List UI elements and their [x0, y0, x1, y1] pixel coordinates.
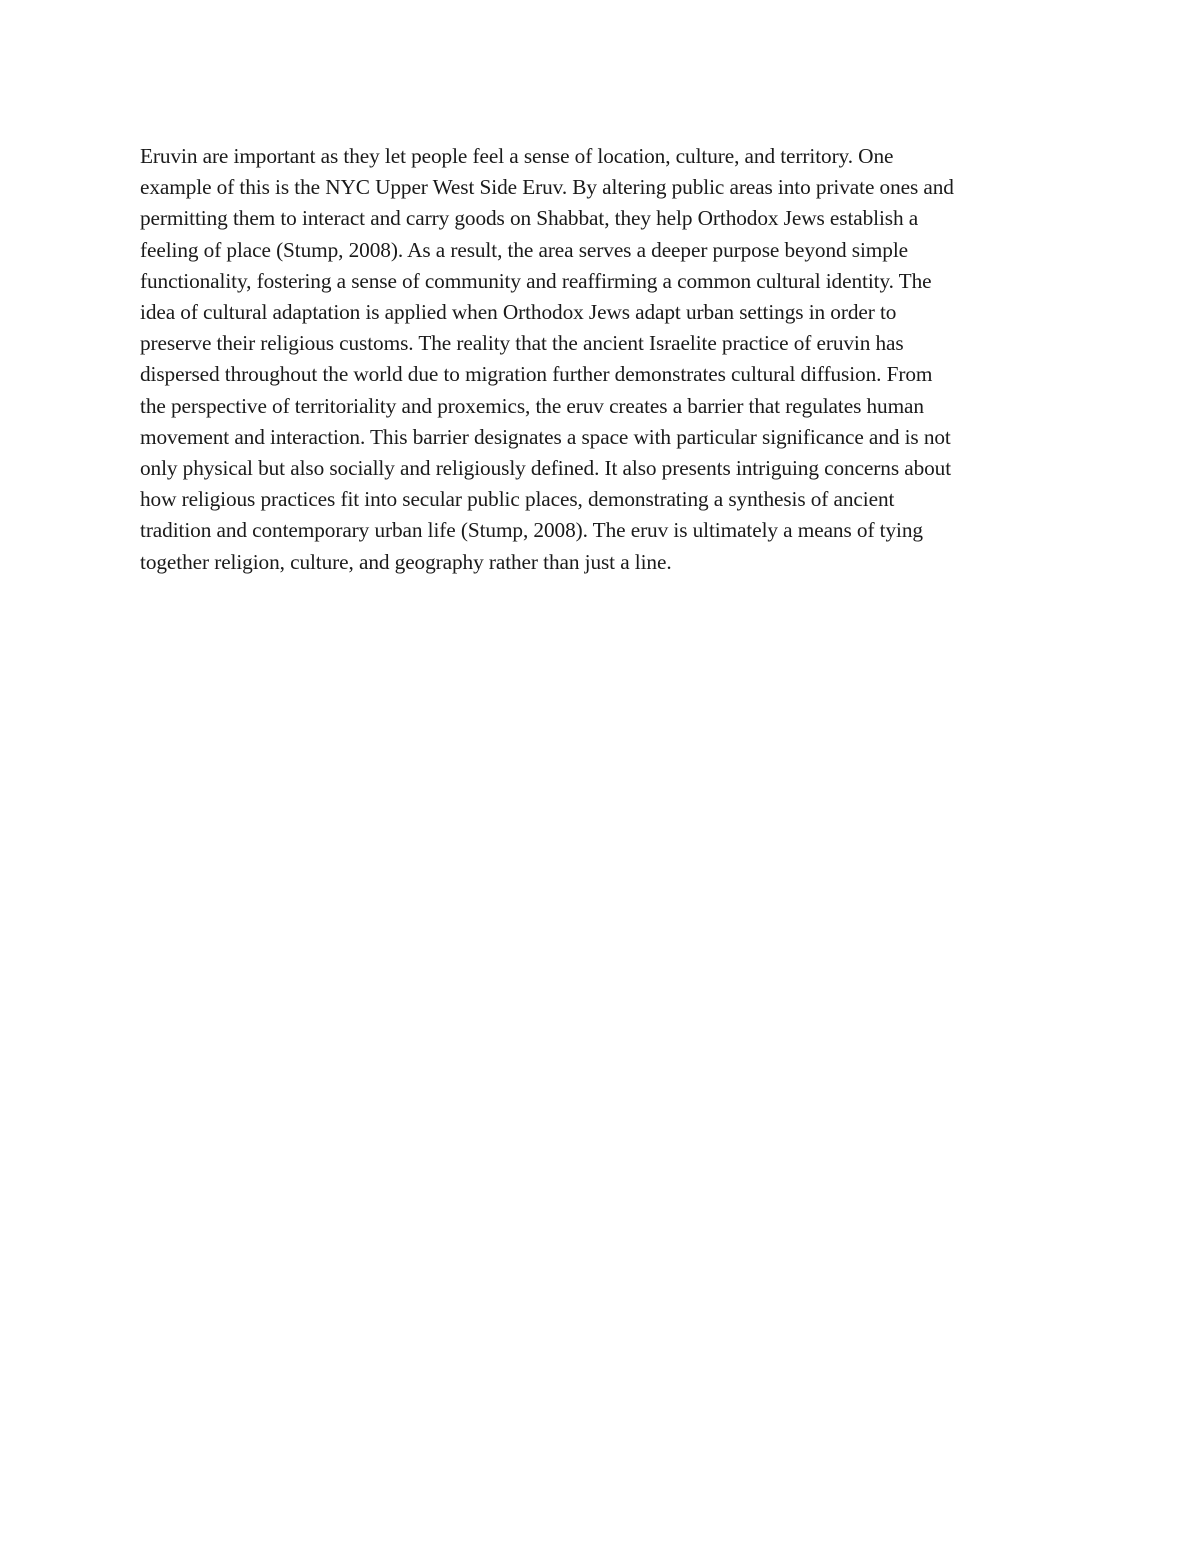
paragraph-line-1: Eruvin are important as they let people feel a sense of location, culture, and territory. One — [140, 144, 894, 168]
paragraph-line-8: dispersed throughout the world due to migration further demonstrates cultural diffusion. From — [140, 362, 933, 387]
paragraph-line-11: only physical but also socially and religiously defined. It also presents intriguing concerns about — [140, 456, 952, 481]
paragraph-line-3: permitting them to interact and carry goods on Shabbat, they help Orthodox Jews establish a — [140, 206, 919, 231]
paragraph-line-13: tradition and contemporary urban life (Stump, 2008). The eruv is ultimately a means of tying — [140, 518, 923, 543]
paragraph-line-14: together religion, culture, and geography rather than just a line. — [140, 549, 672, 574]
paragraph-line-7: preserve their religious customs. The reality that the ancient Israelite practice of eruvin has — [140, 331, 904, 356]
paragraph-line-6: idea of cultural adaptation is applied when Orthodox Jews adapt urban settings in order to — [140, 300, 897, 325]
paragraph-line-12: how religious practices fit into secular public places, demonstrating a synthesis of ancient — [140, 487, 895, 512]
paragraph-line-2: example of this is the NYC Upper West Side Eruv. By altering public areas into private ones and — [140, 175, 954, 200]
paragraph-line-9: the perspective of territoriality and proxemics, the eruv creates a barrier that regulates human — [140, 393, 924, 418]
paragraph-line-5: functionality, fostering a sense of community and reaffirming a common cultural identity. The — [140, 268, 932, 293]
body-paragraph — [140, 141, 1065, 578]
paragraph-line-4: feeling of place (Stump, 2008). As a result, the area serves a deeper purpose beyond simple — [140, 237, 908, 262]
paragraph-line-10: movement and interaction. This barrier designates a space with particular significance and is not — [140, 424, 951, 449]
